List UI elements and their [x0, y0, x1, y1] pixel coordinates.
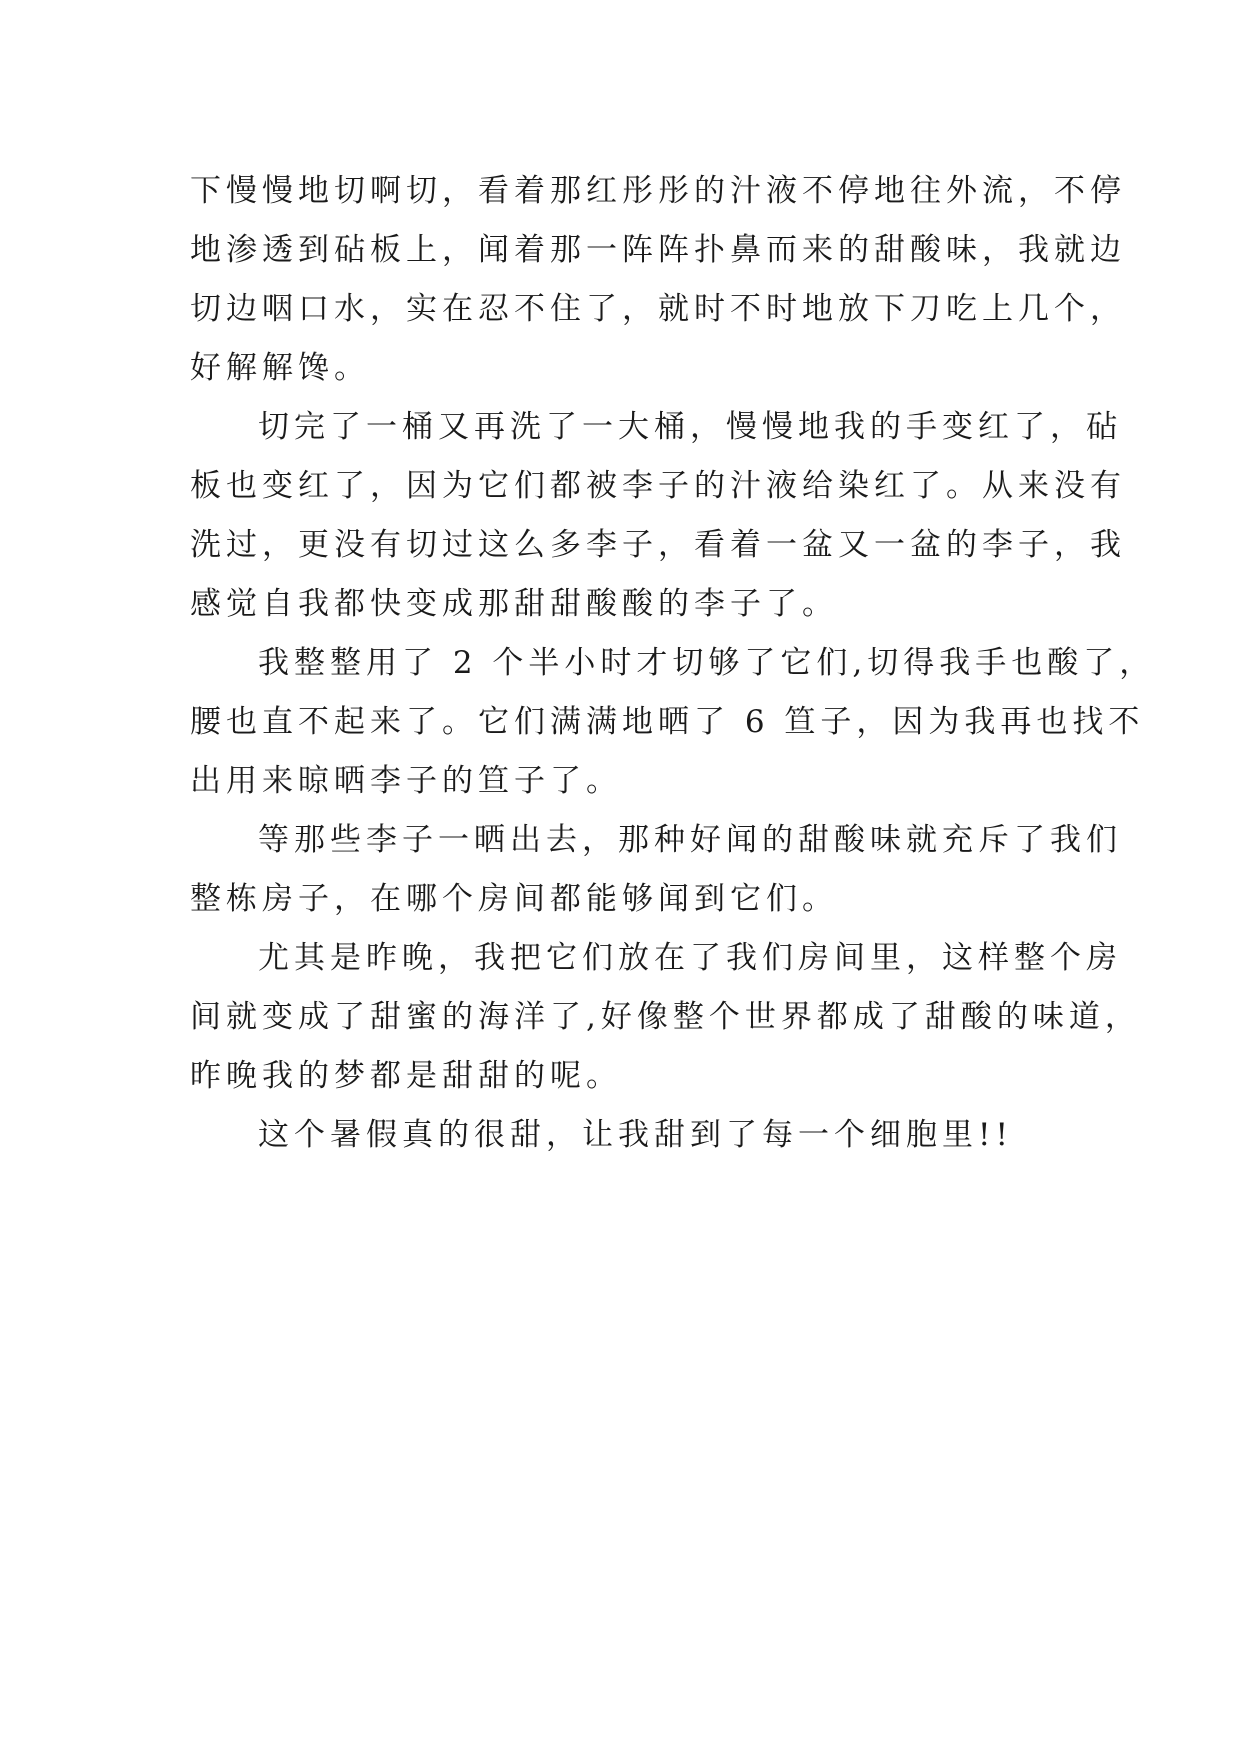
paragraph-5 — [190, 929, 1141, 1106]
text-line: 板也变红了，因为它们都被李子的汁液给染红了。从来没有 — [190, 468, 1126, 504]
text-line: 切完了一桶又再洗了一大桶，慢慢地我的手变红了，砧 — [258, 409, 1122, 445]
text-line: 好解解馋。 — [190, 350, 370, 386]
text-line: 等那些李子一晒出去，那种好闻的甜酸味就充斥了我们 — [258, 822, 1122, 858]
text-line: 切边咽口水，实在忍不住了，就时不时地放下刀吃上几个， — [190, 291, 1126, 327]
paragraph-2 — [190, 398, 1126, 634]
text-line: 洗过，更没有切过这么多李子，看着一盆又一盆的李子，我 — [190, 527, 1126, 563]
paragraph-3 — [190, 634, 1156, 811]
text-line: 感觉自我都快变成那甜甜酸酸的李子了。 — [190, 586, 838, 622]
paragraph-4 — [190, 811, 1122, 929]
text-line: 出用来晾晒李子的笪子了。 — [190, 763, 622, 799]
text-line: 腰也直不起来了。它们满满地晒了 6 笪子，因为我再也找不 — [190, 704, 1145, 740]
text-line: 尤其是昨晚，我把它们放在了我们房间里，这样整个房 — [258, 940, 1122, 976]
text-line: 昨晚我的梦都是甜甜的呢。 — [190, 1058, 622, 1094]
text-line: 整栋房子，在哪个房间都能够闻到它们。 — [190, 881, 838, 917]
text-line: 地渗透到砧板上，闻着那一阵阵扑鼻而来的甜酸味，我就边 — [190, 232, 1126, 268]
text-line: 我整整用了 2 个半小时才切够了它们,切得我手也酸了， — [258, 645, 1156, 681]
text-line: 这个暑假真的很甜，让我甜到了每一个细胞里!! — [258, 1117, 1013, 1153]
paragraph-6 — [190, 1106, 1070, 1165]
text-line: 下慢慢地切啊切，看着那红彤彤的汁液不停地往外流，不停 — [190, 173, 1126, 209]
document-body — [190, 162, 1156, 1165]
text-line: 间就变成了甜蜜的海洋了,好像整个世界都成了甜酸的味道， — [190, 999, 1141, 1035]
paragraph-1 — [190, 162, 1126, 398]
